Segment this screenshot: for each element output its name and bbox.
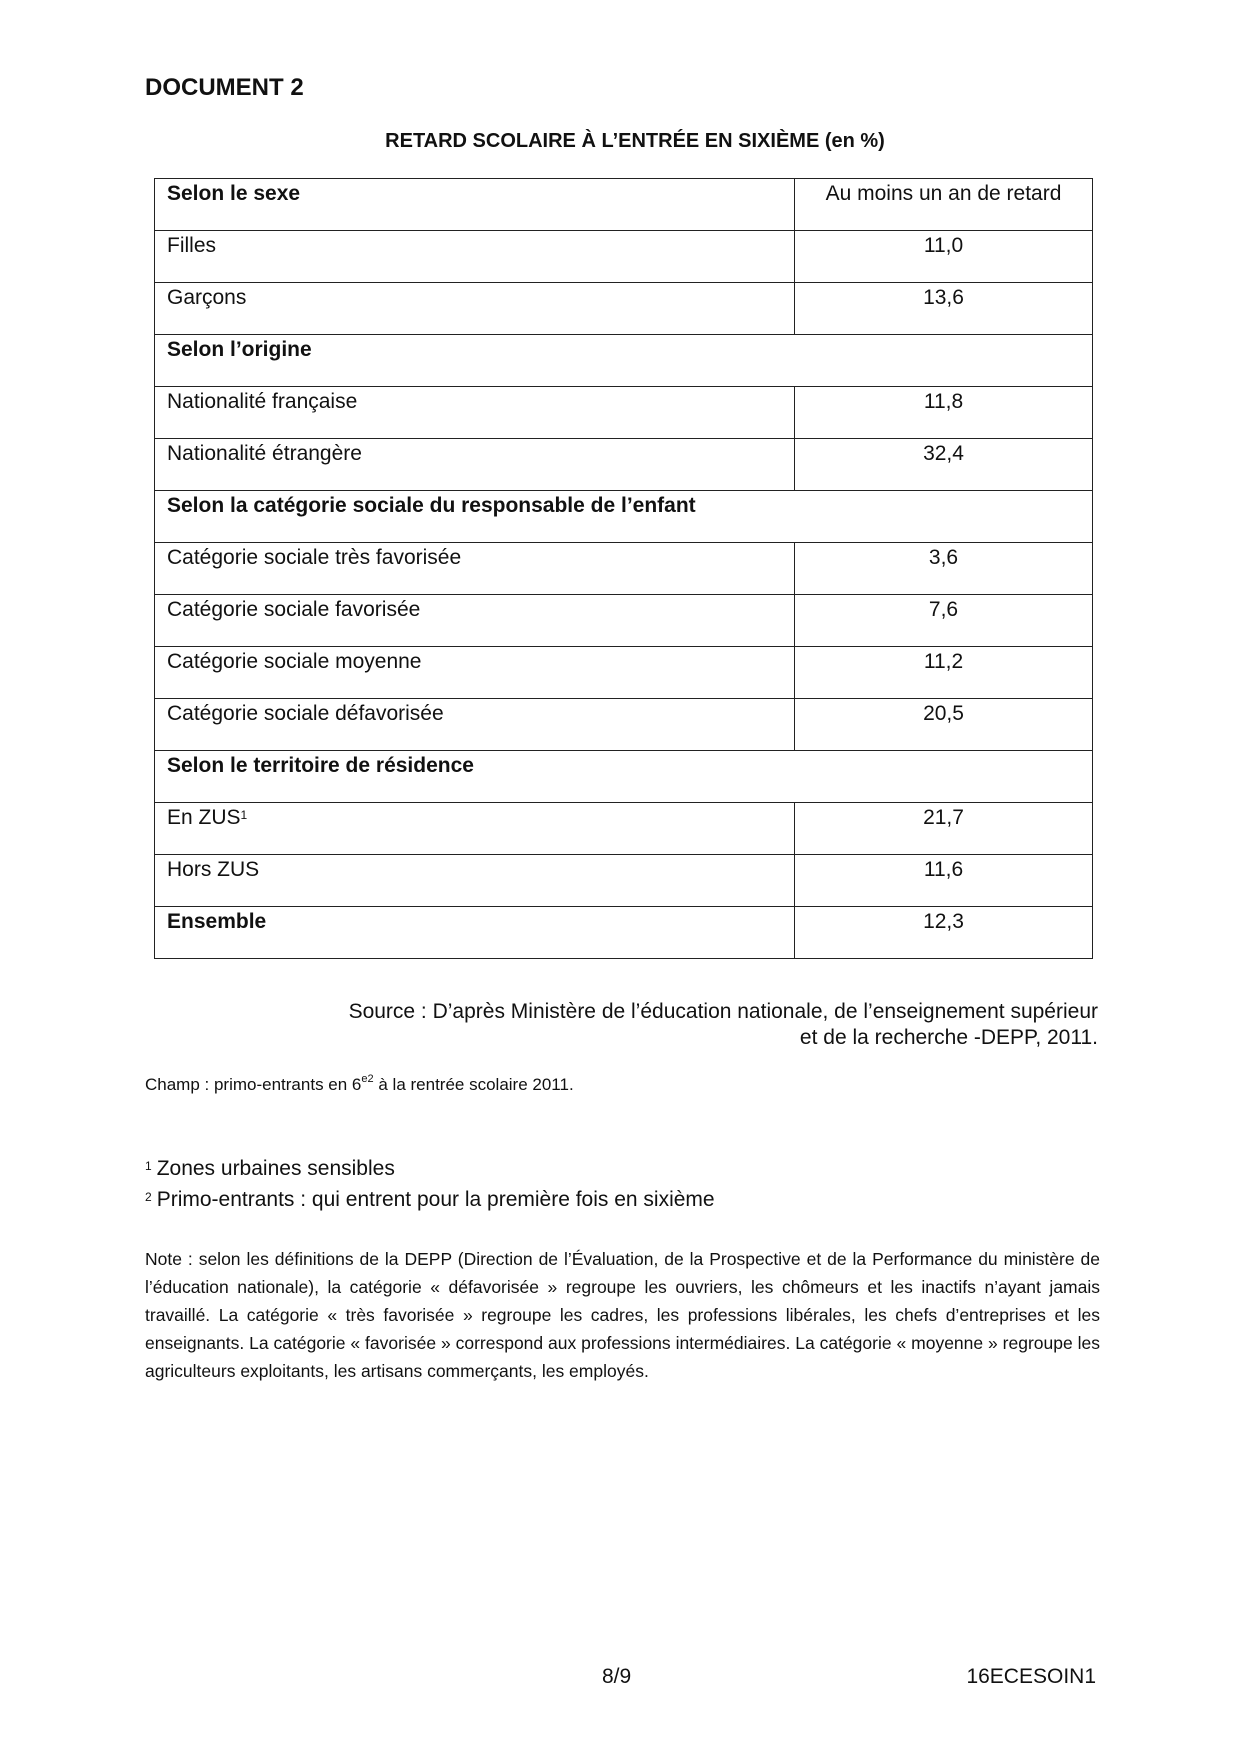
document-code: 16ECESOIN1 <box>966 1665 1096 1688</box>
section-heading-categorie: Selon la catégorie sociale du responsable de l’enfant <box>155 491 1093 543</box>
row-label: Catégorie sociale favorisée <box>155 595 795 647</box>
section-heading-territoire: Selon le territoire de résidence <box>155 751 1093 803</box>
row-value: 13,6 <box>795 283 1093 335</box>
ensemble-label: Ensemble <box>155 907 795 959</box>
source-citation <box>349 999 1098 1051</box>
footnote-item <box>145 1184 715 1215</box>
champ-text-end: à la rentrée scolaire 2011. <box>373 1075 574 1094</box>
row-value: 7,6 <box>795 595 1093 647</box>
footnote-number: 2 <box>145 1190 152 1204</box>
page-number: 8/9 <box>602 1665 632 1688</box>
retard-scolaire-table <box>154 178 1093 959</box>
table-row <box>155 231 1093 283</box>
table-row <box>155 855 1093 907</box>
row-value: 11,8 <box>795 387 1093 439</box>
row-label: Garçons <box>155 283 795 335</box>
value-column-header: Au moins un an de retard <box>795 179 1093 231</box>
table-row <box>155 439 1093 491</box>
row-value: 11,6 <box>795 855 1093 907</box>
table-row <box>155 543 1093 595</box>
row-label: Filles <box>155 231 795 283</box>
row-label: Catégorie sociale très favorisée <box>155 543 795 595</box>
table-row <box>155 595 1093 647</box>
row-value: 32,4 <box>795 439 1093 491</box>
row-value: 3,6 <box>795 543 1093 595</box>
footnote-marker: 1 <box>240 808 248 822</box>
footnote-number: 1 <box>145 1159 152 1173</box>
table-row <box>155 387 1093 439</box>
section-row <box>155 751 1093 803</box>
row-value: 11,2 <box>795 647 1093 699</box>
section-heading-sexe: Selon le sexe <box>155 179 795 231</box>
row-label: Hors ZUS <box>155 855 795 907</box>
source-line-2: et de la recherche -DEPP, 2011. <box>799 1026 1098 1049</box>
row-label: Catégorie sociale moyenne <box>155 647 795 699</box>
footnotes <box>145 1153 715 1215</box>
definitions-note: Note : selon les définitions de la DEPP (Direction de l’Évaluation, de la Prospective et de la Performance du ministère de l’éducation nationale), la catégorie « défavorisée » regroupe les ouvriers, les chômeurs et les inactifs n’ayant jamais travaillé. La catégorie « très favorisée » regroupe les cadres, les professions libérales, les chefs d’entreprises et les enseignants. La catégorie « favorisée » correspond aux professions intermédiaires. La catégorie « moyenne » regroupe les agriculteurs exploitants, les artisans commerçants, les employés. <box>145 1249 1100 1381</box>
footnote-text: Zones urbaines sensibles <box>156 1157 395 1180</box>
table-row <box>155 699 1093 751</box>
row-value: 11,0 <box>795 231 1093 283</box>
table-header-row <box>155 179 1093 231</box>
champ-text-start: Champ : primo-entrants en 6 <box>145 1075 362 1094</box>
row-label: Nationalité française <box>155 387 795 439</box>
ensemble-value: 12,3 <box>795 907 1093 959</box>
section-heading-origine: Selon l’origine <box>155 335 1093 387</box>
row-label-with-footnote <box>155 803 795 855</box>
section-row <box>155 491 1093 543</box>
ensemble-row <box>155 907 1093 959</box>
champ-superscript: e2 <box>361 1073 374 1085</box>
section-row <box>155 335 1093 387</box>
row-label: En ZUS <box>167 806 241 829</box>
table-title: RETARD SCOLAIRE À L’ENTRÉE EN SIXIÈME (en %) <box>385 130 885 152</box>
row-label: Catégorie sociale défavorisée <box>155 699 795 751</box>
footnote-text: Primo-entrants : qui entrent pour la première fois en sixième <box>156 1188 715 1211</box>
row-value: 21,7 <box>795 803 1093 855</box>
row-label: Nationalité étrangère <box>155 439 795 491</box>
footnote-item <box>145 1153 715 1184</box>
table-row <box>155 283 1093 335</box>
row-value: 20,5 <box>795 699 1093 751</box>
source-line-1: Source : D’après Ministère de l’éducation nationale, de l’enseignement supérieur <box>348 1000 1098 1023</box>
table-row <box>155 647 1093 699</box>
champ-note <box>145 1075 574 1095</box>
document-label: DOCUMENT 2 <box>145 74 304 101</box>
table-row <box>155 803 1093 855</box>
